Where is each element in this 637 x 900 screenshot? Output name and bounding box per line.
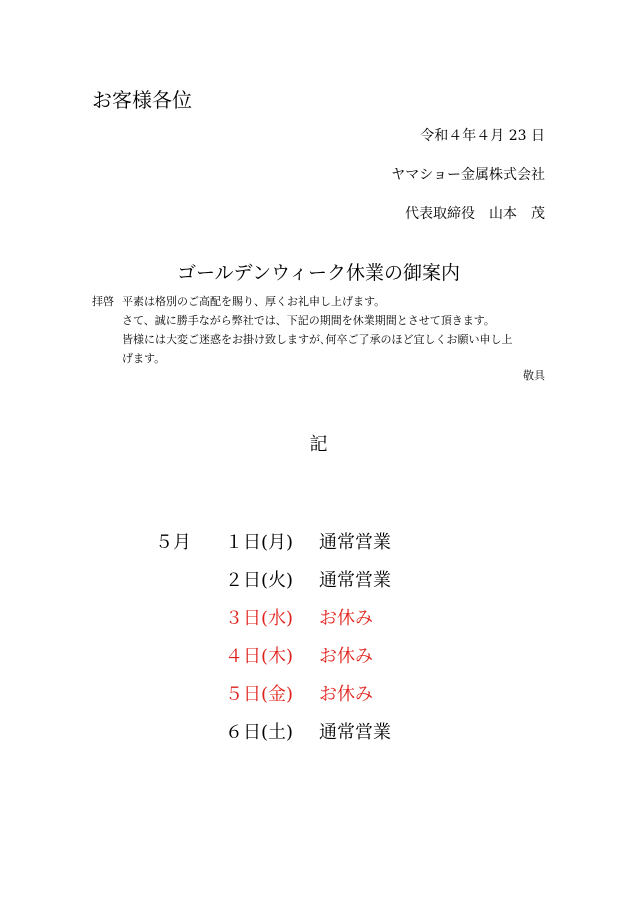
date: 令和４年４月 23 日: [420, 128, 545, 144]
greeting-line: さて、誠に勝手ながら弊社では、下記の期間を休業期間とさせて頂きます。: [122, 314, 495, 327]
schedule-row: [155, 560, 479, 598]
schedule-day: ３日(水): [225, 608, 294, 629]
greeting-lines: [122, 292, 562, 368]
schedule-day: １日(月): [225, 532, 294, 553]
schedule-row: [155, 522, 479, 560]
schedule-row-holiday: [155, 636, 479, 674]
schedule-month: ５月: [155, 532, 191, 553]
greeting-block: [92, 292, 562, 368]
document-title: ゴールデンウィーク休業の御案内: [176, 262, 461, 284]
schedule-status: 通常営業: [319, 570, 391, 591]
schedule-day: ４日(木): [225, 646, 294, 667]
representative: 代表取締役 山本 茂: [405, 206, 545, 222]
schedule-status: お休み: [319, 646, 373, 667]
ki-heading: 記: [309, 434, 328, 455]
schedule-status: お休み: [319, 608, 373, 629]
schedule-status: お休み: [319, 684, 373, 705]
greeting-line: 皆様には大変ご迷惑をお掛け致しますが､何卒ご了承のほど宜しくお願い申し上: [122, 333, 513, 346]
greeting-line: 平素は格別のご高配を賜り、厚くお礼申し上げます。: [122, 295, 386, 308]
schedule-day: ６日(土): [225, 722, 294, 743]
schedule-status: 通常営業: [319, 532, 391, 553]
schedule-day: ５日(金): [225, 684, 294, 705]
schedule-status: 通常営業: [319, 722, 391, 743]
schedule-row-holiday: [155, 598, 479, 636]
schedule-row: [155, 712, 479, 750]
schedule-row-holiday: [155, 674, 479, 712]
schedule-day: ２日(火): [225, 570, 294, 591]
schedule-list: [155, 522, 479, 750]
addressee: お客様各位: [92, 88, 192, 112]
closing-word: 敬具: [523, 369, 545, 382]
company-name: ヤマショー金属株式会社: [391, 167, 545, 183]
greeting-line: げます。: [122, 352, 166, 365]
opening-word: 拝啓: [92, 295, 114, 308]
